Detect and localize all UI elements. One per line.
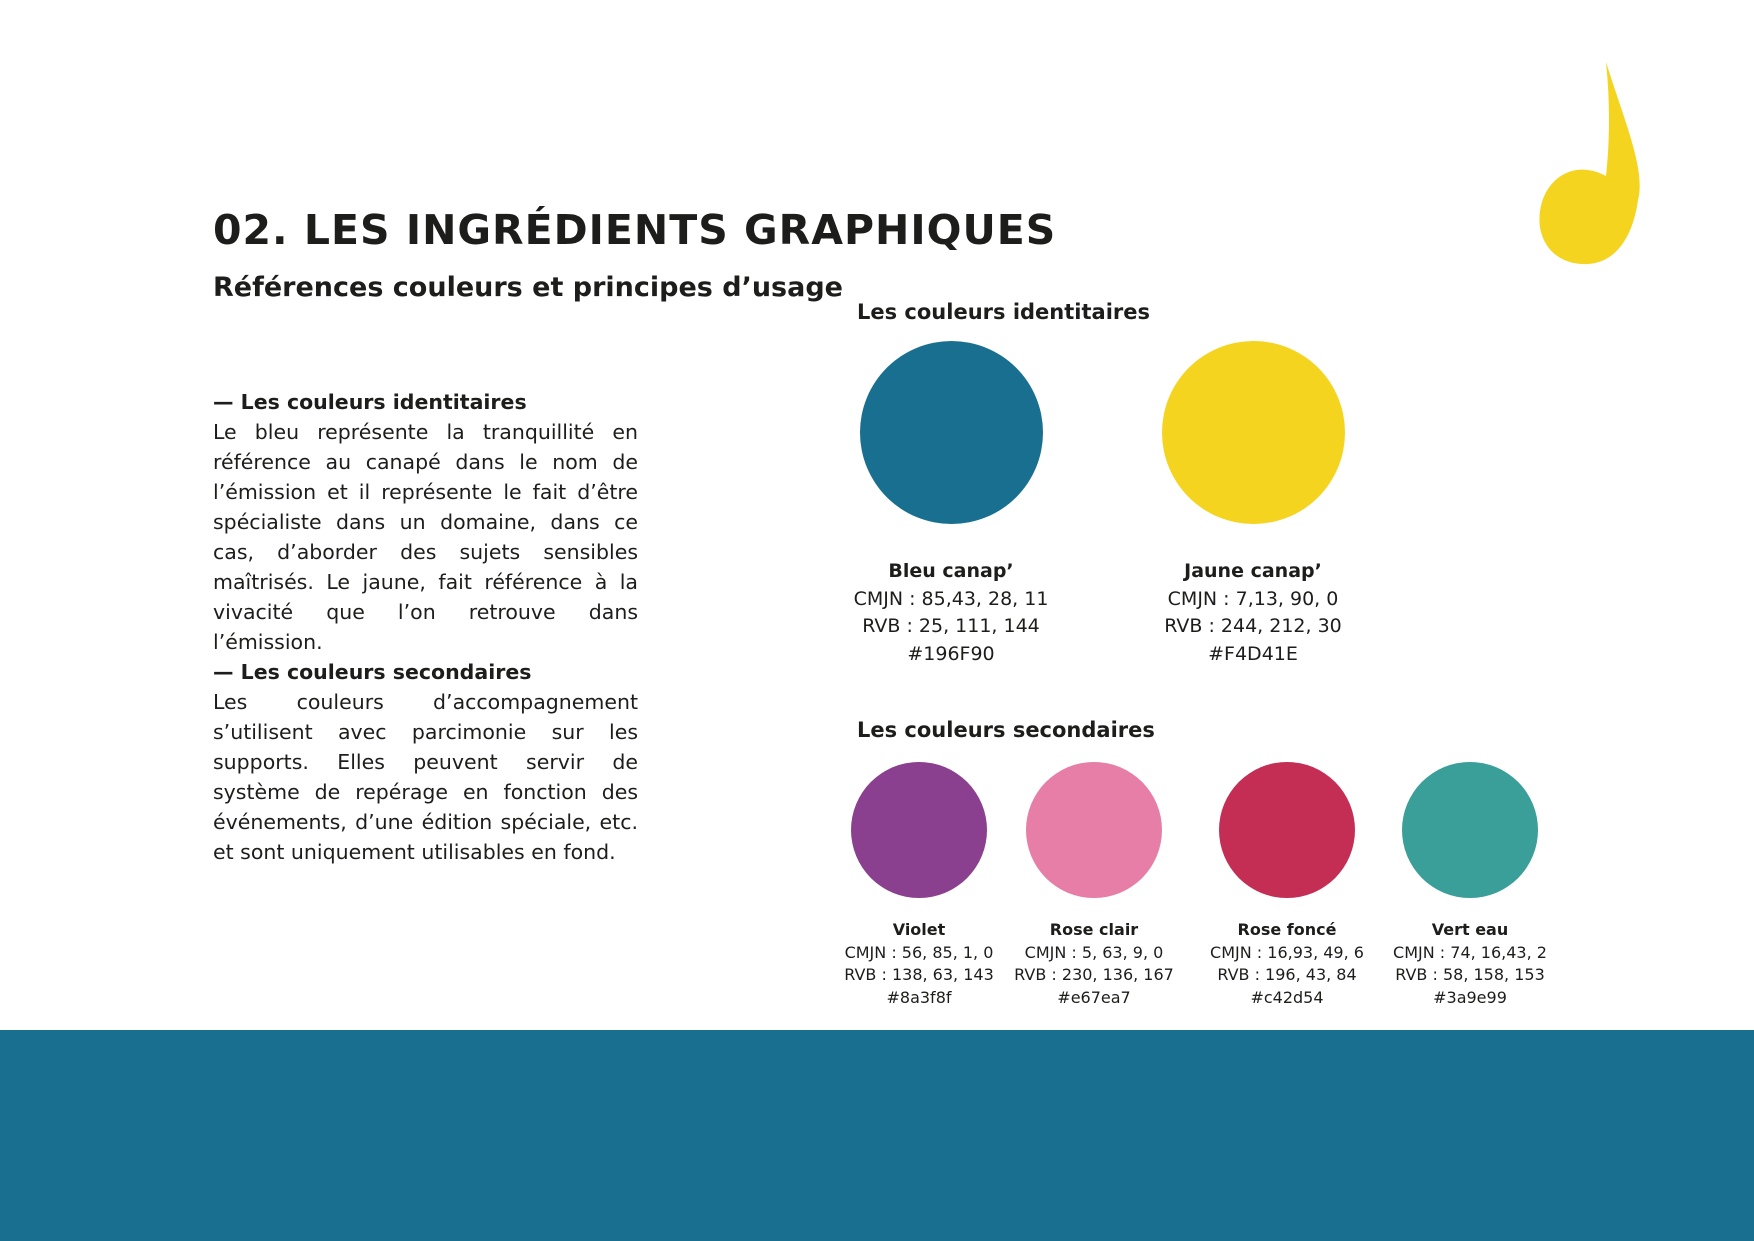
page-title: 02. LES INGRÉDIENTS GRAPHIQUES <box>213 206 1057 254</box>
swatch-rvb: RVB : 196, 43, 84 <box>1217 965 1357 984</box>
swatch-info <box>1123 558 1383 668</box>
swatch-vert-eau <box>1380 762 1560 1009</box>
swatch-rose-fonce <box>1197 762 1377 1009</box>
swatch-hex: #196F90 <box>907 642 995 665</box>
swatch-hex: #F4D41E <box>1208 642 1298 665</box>
color-circle <box>1219 762 1355 898</box>
swatch-cmjn: CMJN : 16,93, 49, 6 <box>1210 942 1364 962</box>
swatch-info <box>829 919 1009 1009</box>
swatch-cmjn: CMJN : 74, 16,43, 2 <box>1393 942 1547 962</box>
color-circle <box>851 762 987 898</box>
swatch-name: Jaune canap’ <box>1184 560 1322 582</box>
swatch-name: Vert eau <box>1431 920 1509 939</box>
swatch-info <box>1380 919 1560 1009</box>
swatch-rvb: RVB : 25, 111, 144 <box>862 615 1040 637</box>
swatch-hex: #c42d54 <box>1250 987 1324 1007</box>
text-block-body: Les couleurs d’accompagnement s’utilisent avec parcimonie sur les supports. Elles peuvent servir de système de repérage en fonction des événements, d’une édition spéciale, etc. et sont uniquement utilisables en fond. <box>213 690 638 864</box>
swatch-name: Bleu canap’ <box>888 560 1014 582</box>
swatch-rvb: RVB : 244, 212, 30 <box>1164 615 1342 637</box>
swatch-name: Violet <box>892 920 946 939</box>
swatch-rvb: RVB : 58, 158, 153 <box>1395 965 1545 984</box>
color-circle <box>860 341 1043 524</box>
secondary-colors-label: Les couleurs secondaires <box>857 718 1155 742</box>
swatch-cmjn: CMJN : 56, 85, 1, 0 <box>844 942 994 962</box>
color-circle <box>1026 762 1162 898</box>
text-block-heading: — Les couleurs identitaires <box>213 390 527 414</box>
swatch-cmjn: CMJN : 5, 63, 9, 0 <box>1024 942 1164 962</box>
swatch-hex: #3a9e99 <box>1433 987 1507 1007</box>
swatch-name: Rose foncé <box>1237 920 1337 939</box>
swatch-hex: #8a3f8f <box>886 987 952 1007</box>
swatch-name: Rose clair <box>1049 920 1139 939</box>
swatch-info <box>821 558 1081 668</box>
page-subtitle: Références couleurs et principes d’usage <box>213 272 843 303</box>
swatch-hex: #e67ea7 <box>1057 987 1131 1007</box>
yellow-drop-logo-icon <box>1530 60 1650 270</box>
text-block-secondary-colors <box>213 657 638 867</box>
swatch-info <box>1004 919 1184 1009</box>
color-circle <box>1162 341 1345 524</box>
swatch-jaune-canap <box>1123 341 1383 668</box>
swatch-info <box>1197 919 1377 1009</box>
text-block-identity-colors <box>213 387 638 657</box>
swatch-rvb: RVB : 138, 63, 143 <box>844 965 994 984</box>
footer-blue-band <box>0 1030 1754 1241</box>
swatch-cmjn: CMJN : 85,43, 28, 11 <box>853 587 1049 610</box>
swatch-cmjn: CMJN : 7,13, 90, 0 <box>1167 587 1339 610</box>
swatch-rvb: RVB : 230, 136, 167 <box>1014 965 1174 984</box>
text-block-body: Le bleu représente la tranquillité en référence au canapé dans le nom de l’émission et il représente le fait d’être spécialiste dans un domaine, dans ce cas, d’aborder des sujets sensibles maîtrisés. Le jaune, fait référence à la vivacité que l’on retrouve dans l’émission. <box>213 420 638 654</box>
primary-colors-label: Les couleurs identitaires <box>857 300 1150 324</box>
color-circle <box>1402 762 1538 898</box>
drop-shape <box>1539 62 1639 264</box>
swatch-rose-clair <box>1004 762 1184 1009</box>
swatch-violet <box>829 762 1009 1009</box>
text-block-heading: — Les couleurs secondaires <box>213 660 532 684</box>
swatch-bleu-canap <box>821 341 1081 668</box>
